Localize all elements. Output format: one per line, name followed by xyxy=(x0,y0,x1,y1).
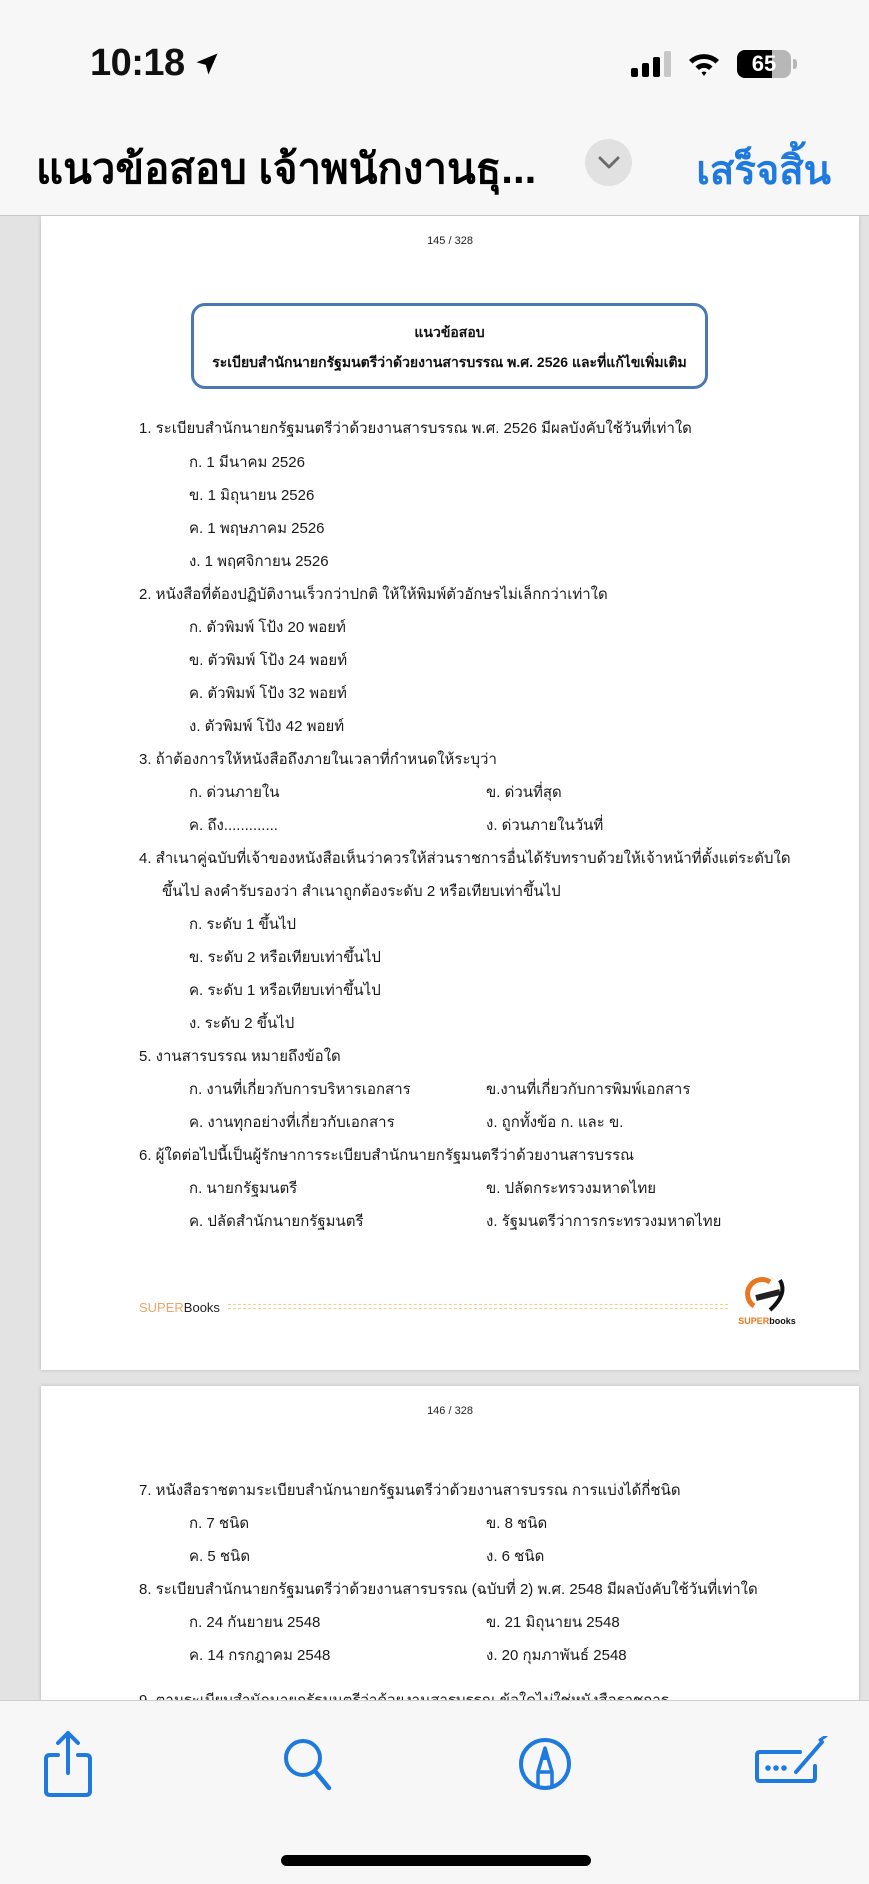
option-a: ก. 1 มีนาคม 2526 xyxy=(189,454,305,471)
chevron-down-icon xyxy=(598,156,620,170)
question-text: 6. ผู้ใดต่อไปนี้เป็นผู้รักษาการระเบียบสำนักนายกรัฐมนตรีว่าด้วยงานสารบรรณ xyxy=(139,1147,635,1164)
option-c: ค. 1 พฤษภาคม 2526 xyxy=(189,520,325,537)
cellular-signal-icon xyxy=(631,51,671,77)
section-subtitle: ระเบียบสำนักนายกรัฐมนตรีว่าด้วยงานสารบรรณ พ.ศ. 2526 และที่แก้ไขเพิ่มเติม xyxy=(212,354,687,370)
option-d: ง. ถูกทั้งข้อ ก. และ ข. xyxy=(486,1114,624,1131)
title-menu-button[interactable] xyxy=(585,139,632,186)
superbooks-logo xyxy=(736,1276,798,1326)
option-b: ข. ตัวพิมพ์ โป้ง 24 พอยท์ xyxy=(189,652,348,669)
markup-button[interactable] xyxy=(510,1729,580,1799)
option-a: ก. ด่วนภายใน xyxy=(189,784,280,801)
option-c: ค. ปลัดสำนักนายกรัฐมนตรี xyxy=(189,1213,364,1230)
option-d: ง. รัฐมนตรีว่าการกระทรวงมหาดไทย xyxy=(486,1213,722,1230)
question-text: 1. ระเบียบสำนักนายกรัฐมนตรีว่าด้วยงานสารบรรณ พ.ศ. 2526 มีผลบังคับใช้วันที่เท่าใด xyxy=(139,420,692,437)
option-b: ข. 1 มิถุนายน 2526 xyxy=(189,487,315,504)
option-b: ข. ด่วนที่สุด xyxy=(486,784,562,801)
home-indicator[interactable] xyxy=(281,1855,591,1866)
pdf-page-145 xyxy=(41,216,859,1370)
question-text: 7. หนังสือราชตามระเบียบสำนักนายกรัฐมนตรีว่าด้วยงานสารบรรณ การแบ่งได้กี่ชนิด xyxy=(139,1482,681,1499)
done-button[interactable]: เสร็จสิ้น xyxy=(696,138,831,202)
wifi-icon xyxy=(687,51,721,77)
status-icons xyxy=(631,50,797,78)
option-a: ก. ตัวพิมพ์ โป้ง 20 พอยท์ xyxy=(189,619,346,636)
option-d: ง. 20 กุมภาพันธ์ 2548 xyxy=(486,1647,627,1664)
brand-books: Books xyxy=(183,1300,220,1315)
battery-percent: 65 xyxy=(751,51,777,76)
question-text: 8. ระเบียบสำนักนายกรัฐมนตรีว่าด้วยงานสารบรรณ (ฉบับที่ 2) พ.ศ. 2548 มีผลบังคับใช้วันที่เท่าใด xyxy=(139,1581,758,1598)
markup-pen-icon xyxy=(517,1736,573,1792)
question-text-continued: ขึ้นไป ลงคำรับรองว่า สำเนาถูกต้องระดับ 2 หรือเทียบเท่าขึ้นไป xyxy=(162,883,561,900)
search-icon xyxy=(281,1736,337,1792)
section-header-box xyxy=(191,303,708,389)
battery-tip xyxy=(793,59,797,69)
question-text: 4. สำเนาคู่ฉบับที่เจ้าของหนังสือเห็นว่าควรให้ส่วนราชการอื่นได้รับทราบด้วยให้เจ้าหน้าที่ตั้งแต่ระดับใด xyxy=(139,850,791,867)
battery-indicator xyxy=(737,50,791,78)
option-d: ง. ตัวพิมพ์ โป้ง 42 พอยท์ xyxy=(189,718,345,735)
option-b: ข. ปลัดกระทรวงมหาดไทย xyxy=(486,1180,657,1197)
form-fill-signature-icon xyxy=(754,1736,830,1792)
option-b: ข.งานที่เกี่ยวกับการพิมพ์เอกสาร xyxy=(486,1081,691,1098)
option-d: ง. 6 ชนิด xyxy=(486,1548,545,1565)
question-text: 2. หนังสือที่ต้องปฏิบัติงานเร็วกว่าปกติ ให้ให้พิมพ์ตัวอักษรไม่เล็กกว่าเท่าใด xyxy=(139,586,608,603)
page-number: 146 / 328 xyxy=(427,1405,473,1417)
brand-super: SUPER xyxy=(139,1300,184,1315)
footer-divider xyxy=(228,1304,728,1309)
question-text: 5. งานสารบรรณ หมายถึงข้อใด xyxy=(139,1048,341,1065)
option-c: ค. ตัวพิมพ์ โป้ง 32 พอยท์ xyxy=(189,685,347,702)
option-b: ข. 8 ชนิด xyxy=(486,1515,548,1532)
option-d: ง. 1 พฤศจิกายน 2526 xyxy=(189,553,329,570)
share-button[interactable] xyxy=(33,1729,103,1799)
option-b: ข. ระดับ 2 หรือเทียบเท่าขึ้นไป xyxy=(189,949,381,966)
option-d: ง. ระดับ 2 ขึ้นไป xyxy=(189,1015,295,1032)
section-title: แนวข้อสอบ xyxy=(414,324,485,340)
document-title[interactable]: แนวข้อสอบ เจ้าพนักงานธุ... xyxy=(36,145,537,192)
logo-wordmark: SUPERbooks xyxy=(738,1316,796,1326)
page-number: 145 / 328 xyxy=(427,235,473,247)
search-button[interactable] xyxy=(274,1729,344,1799)
option-c: ค. 5 ชนิด xyxy=(189,1548,251,1565)
fill-and-sign-button[interactable] xyxy=(752,1729,832,1799)
clock-time: 10:18 xyxy=(90,42,185,84)
option-c: ค. 14 กรกฎาคม 2548 xyxy=(189,1647,331,1664)
option-a: ก. นายกรัฐมนตรี xyxy=(189,1180,298,1197)
option-c: ค. งานทุกอย่างที่เกี่ยวกับเอกสาร xyxy=(189,1114,395,1131)
share-icon xyxy=(40,1729,96,1799)
question-text: 3. ถ้าต้องการให้หนังสือถึงภายในเวลาที่กำหนดให้ระบุว่า xyxy=(139,751,497,768)
option-a: ก. 7 ชนิด xyxy=(189,1515,250,1532)
status-bar-time xyxy=(90,42,221,85)
footer-brand-text xyxy=(139,1300,220,1315)
location-arrow-icon xyxy=(193,50,221,78)
top-chrome xyxy=(0,0,869,216)
option-c: ค. ถึง............. xyxy=(189,817,278,834)
option-a: ก. งานที่เกี่ยวกับการบริหารเอกสาร xyxy=(189,1081,411,1098)
option-b: ข. 21 มิถุนายน 2548 xyxy=(486,1614,620,1631)
option-c: ค. ระดับ 1 หรือเทียบเท่าขึ้นไป xyxy=(189,982,381,999)
option-d: ง. ด่วนภายในวันที่ xyxy=(486,817,604,834)
option-a: ก. ระดับ 1 ขึ้นไป xyxy=(189,916,297,933)
option-a: ก. 24 กันยายน 2548 xyxy=(189,1614,321,1631)
superbooks-swoosh-icon xyxy=(736,1276,798,1314)
